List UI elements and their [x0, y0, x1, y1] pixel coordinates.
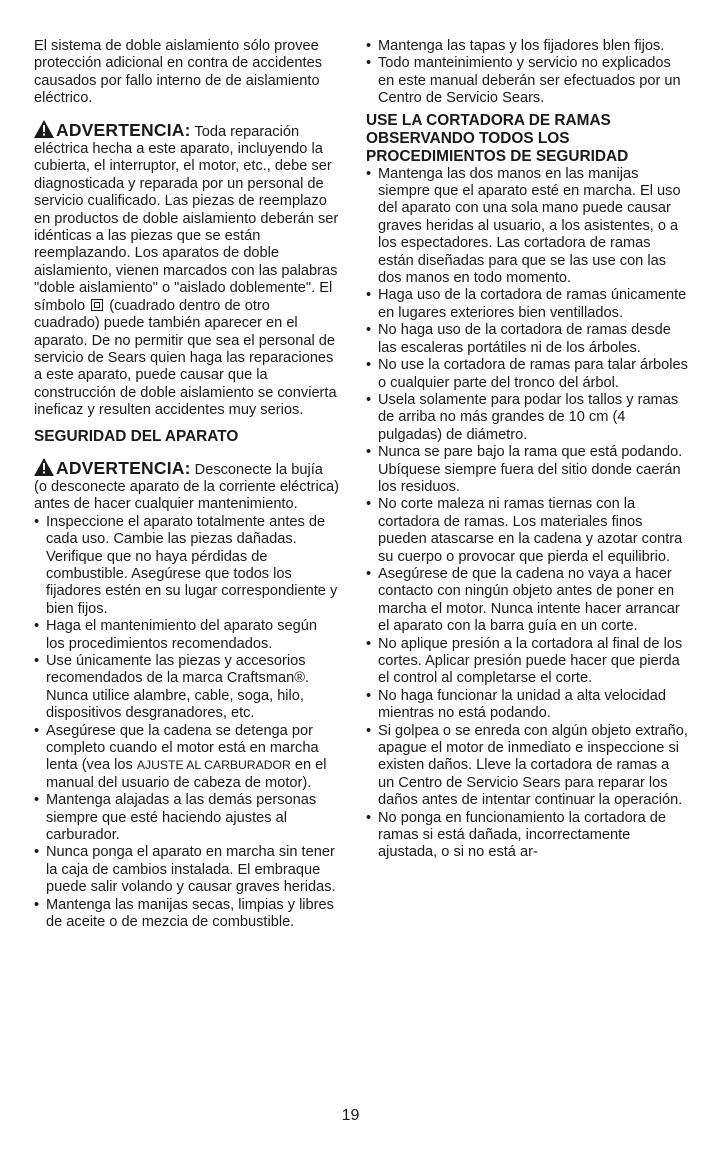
intro-paragraph: El sistema de doble aislamiento sólo provee protección adicional en contra de accidentes causados por fallo interno de de aislamiento eléctrico. — [34, 38, 323, 107]
section-heading-use-safety: USE LA CORTADORA DE RAMAS OBSERVANDO TODOS LOS PROCEDIMIENTOS DE SEGURIDAD — [366, 111, 629, 165]
warning-paragraph-maintenance — [34, 458, 339, 514]
list-item: • No haga uso de la cortadora de ramas desde las escaleras portátiles ni de los árboles. — [366, 322, 688, 357]
warning-text: Desconecte la bujía (o desconecte aparato de la corriente eléctrica) antes de hacer cualquier mantenimiento. — [34, 461, 340, 513]
list-item: • Nunca ponga el aparato en marcha sin tener la caja de cambios instalada. El embraque puede salir volando y causar graves heridas. — [34, 844, 339, 896]
list-item: • Inspeccione el aparato totalmente antes de cada uso. Cambie las piezas dañadas. Verifique que no haya pérdidas de combustible. Asegúrese que todos los fijadores estén en su lugar correspondiente y bien fijos. — [34, 514, 339, 618]
warning-triangle-icon — [34, 458, 54, 476]
list-item: • Mantenga las tapas y los fijadores blen fijos. — [366, 38, 688, 55]
warning-text-b: (cuadrado dentro de otro cuadrado) puede también aparecer en el aparato. De no permitir que sea el personal de servicio de Sears quien haga las reparaciones a este aparato, puede causar que la construcción de doble aislamiento se convierta ineficaz y resulten accidentes muy serios. — [34, 297, 337, 419]
left-column — [34, 38, 339, 932]
warning-triangle-icon — [34, 120, 54, 138]
list-item: • No haga funcionar la unidad a alta velocidad mientras no está podando. — [366, 688, 688, 723]
warning-text-a: Toda reparación eléctrica hecha a este aparato, incluyendo la cubierta, el interruptor, el motor, etc., debe ser diagnosticada y reparada por un personal de servicio cualificado. Las piezas de reemplazo en productos de doble aislamiento deberán ser idénticas a las piezas que se están reemplazando. Los aparatos de doble aislamiento, vienen marcados con las palabras "doble aislamiento" o "aislado doblemente". El símbolo — [34, 123, 339, 314]
warning-paragraph-electrical — [34, 120, 339, 420]
list-item: • No use la cortadora de ramas para talar árboles o cualquier parte del tronco del árbol. — [366, 357, 688, 392]
list-item: • Use únicamente las piezas y accesorios recomendados de la marca Craftsman®. Nunca utilice alambre, cable, soga, hilo, dispositivos desgranadores, etc. — [34, 653, 339, 723]
list-item: • No ponga en funcionamiento la cortadora de ramas si está dañada, incorrectamente ajustada, o si no está ar- — [366, 810, 688, 862]
list-item: • Mantenga las manijas secas, limpias y libres de aceite o de mezcia de combustible. — [34, 897, 339, 932]
warning-title: ADVERTENCIA: — [56, 119, 191, 140]
carburetor-reference: AJUSTE AL CARBURADOR — [136, 758, 291, 773]
list-item: • Haga el mantenimiento del aparato según los procedimientos recomendados. — [34, 618, 339, 653]
list-item: • Mantenga alajadas a las demás personas siempre que esté haciendo ajustes al carburador. — [34, 792, 339, 844]
list-item: • Asegúrese de que la cadena no vaya a hacer contacto con ningún objeto antes de poner en marcha el motor. Nunca intente hacer arrancar el aparato con la barra guía en un corte. — [366, 566, 688, 636]
list-item: • Usela solamente para podar los tallos y ramas de arriba no más grandes de 10 cm (4 pulgadas) de diámetro. — [366, 392, 688, 444]
page-number: 19 — [341, 1107, 360, 1124]
square-in-square-icon — [91, 299, 103, 311]
bullet-list-top — [366, 38, 688, 108]
list-item: • No aplique presión a la cortadora al final de los cortes. Aplicar presión puede hacer que pierda el control al completarse el corte. — [366, 636, 688, 688]
list-item: • Todo manteinimiento y servicio no explicados en este manual deberán ser efectuados por un Centro de Servicio Sears. — [366, 55, 688, 107]
list-item: • Nunca se pare bajo la rama que está podando. Ubíquese siempre fuera del sitio donde caerán los residuos. — [366, 444, 688, 496]
warning-title: ADVERTENCIA: — [56, 457, 191, 478]
list-item: • Haga uso de la cortadora de ramas únicamente en lugares exteriores bien ventillados. — [366, 287, 688, 322]
bullet-list-maintenance — [34, 514, 339, 932]
list-item-carburetor: • Asegúrese que la cadena se detenga por completo cuando el motor está en marcha lenta (vea los AJUSTE AL CARBURADOR en el manual del usuario de cabeza de motor). — [34, 723, 339, 793]
list-item: • Si golpea o se enreda con algún objeto extraño, apague el motor de inmediato e inspeccione si existen daños. Lleve la cortadora de ramas a un Centro de Servicio Sears para reparar los daños antes de intentar continuar la operación. — [366, 723, 688, 810]
list-item: • No corte maleza ni ramas tiernas con la cortadora de ramas. Los materiales finos pueden atascarse en la cadena y azotar contra su cuerpo o provocar que pierda el equilibrio. — [366, 496, 688, 566]
section-heading-appliance-safety: SEGURIDAD DEL APARATO — [34, 427, 239, 445]
bullet-list-use — [366, 166, 688, 862]
list-item: • Mantenga las dos manos en las manijas siempre que el aparato esté en marcha. El uso del aparato con una sola mano puede causar graves heridas al usuario, a los asistentes, o a los espectadores. Las cortadora de ramas están diseñadas para que se las use con las dos manos en todo momento. — [366, 166, 688, 288]
right-column — [366, 38, 688, 862]
